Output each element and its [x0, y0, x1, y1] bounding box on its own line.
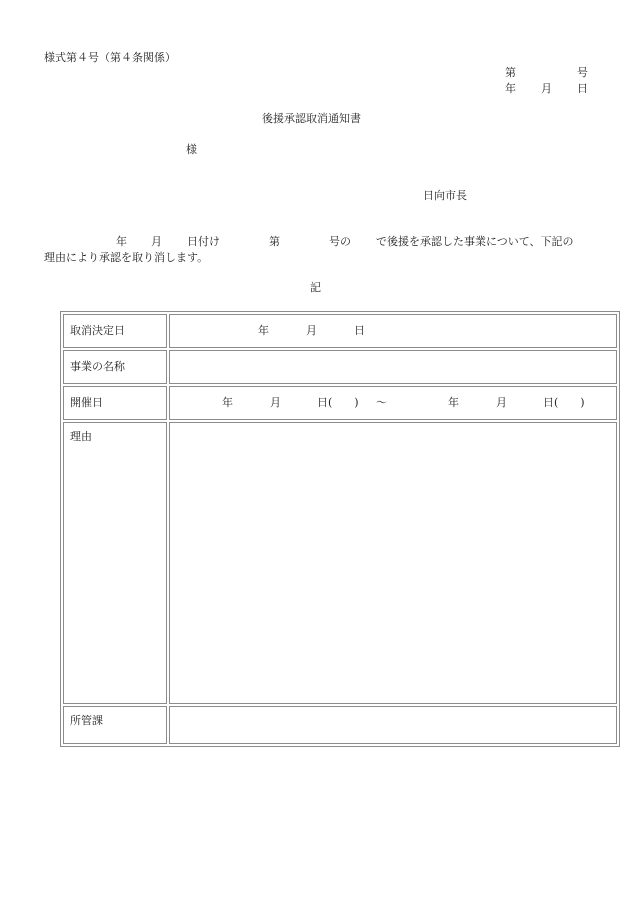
- event-end-year: 年: [448, 396, 459, 409]
- cancel-date-year: 年: [258, 324, 269, 337]
- table-row-reason: [63, 422, 617, 704]
- cancel-date-month: 月: [306, 324, 317, 337]
- event-start-month: 月: [270, 396, 281, 409]
- event-end-month: 月: [496, 396, 507, 409]
- event-start-year: 年: [222, 396, 233, 409]
- label-reason: 理由: [63, 422, 167, 704]
- document-number-dai: 第: [505, 66, 516, 79]
- event-end-day: 日( ): [543, 396, 585, 409]
- label-cancel-date: 取消決定日: [63, 314, 167, 348]
- table-row-department: [63, 706, 617, 744]
- label-department: 所管課: [63, 706, 167, 744]
- details-table: [60, 311, 620, 747]
- document-date-year: 年: [505, 82, 516, 95]
- label-event-name: 事業の名称: [63, 350, 167, 384]
- document-date-month: 月: [541, 82, 552, 95]
- document-number-go: 号: [577, 66, 588, 79]
- body-gono: 号の: [329, 235, 351, 248]
- body-month: 月: [151, 235, 162, 248]
- ki-heading: 記: [310, 281, 321, 294]
- table-row-event-name: [63, 350, 617, 384]
- issuer-name: 日向市長: [423, 189, 467, 202]
- label-event-date: 開催日: [63, 386, 167, 420]
- value-department[interactable]: [169, 706, 617, 744]
- document-title: 後援承認取消通知書: [262, 112, 361, 125]
- table-row-event-date: [63, 386, 617, 420]
- body-year: 年: [116, 235, 127, 248]
- form-number: 様式第４号（第４条関係）: [44, 51, 176, 64]
- body-dai: 第: [269, 235, 280, 248]
- value-reason[interactable]: [169, 422, 617, 704]
- recipient-suffix: 様: [186, 143, 197, 156]
- table-row-cancel-date: [63, 314, 617, 348]
- value-event-date[interactable]: [169, 386, 617, 420]
- value-cancel-date[interactable]: [169, 314, 617, 348]
- body-line2: 理由により承認を取り消します。: [44, 251, 209, 264]
- body-line1-rest: で後援を承認した事業について、下記の: [376, 235, 574, 248]
- event-date-tilde: ～: [376, 396, 387, 409]
- cancel-date-day: 日: [354, 324, 365, 337]
- value-event-name[interactable]: [169, 350, 617, 384]
- document-date-day: 日: [577, 82, 588, 95]
- event-start-day: 日( ): [317, 396, 359, 409]
- body-date-suffix: 日付け: [187, 235, 220, 248]
